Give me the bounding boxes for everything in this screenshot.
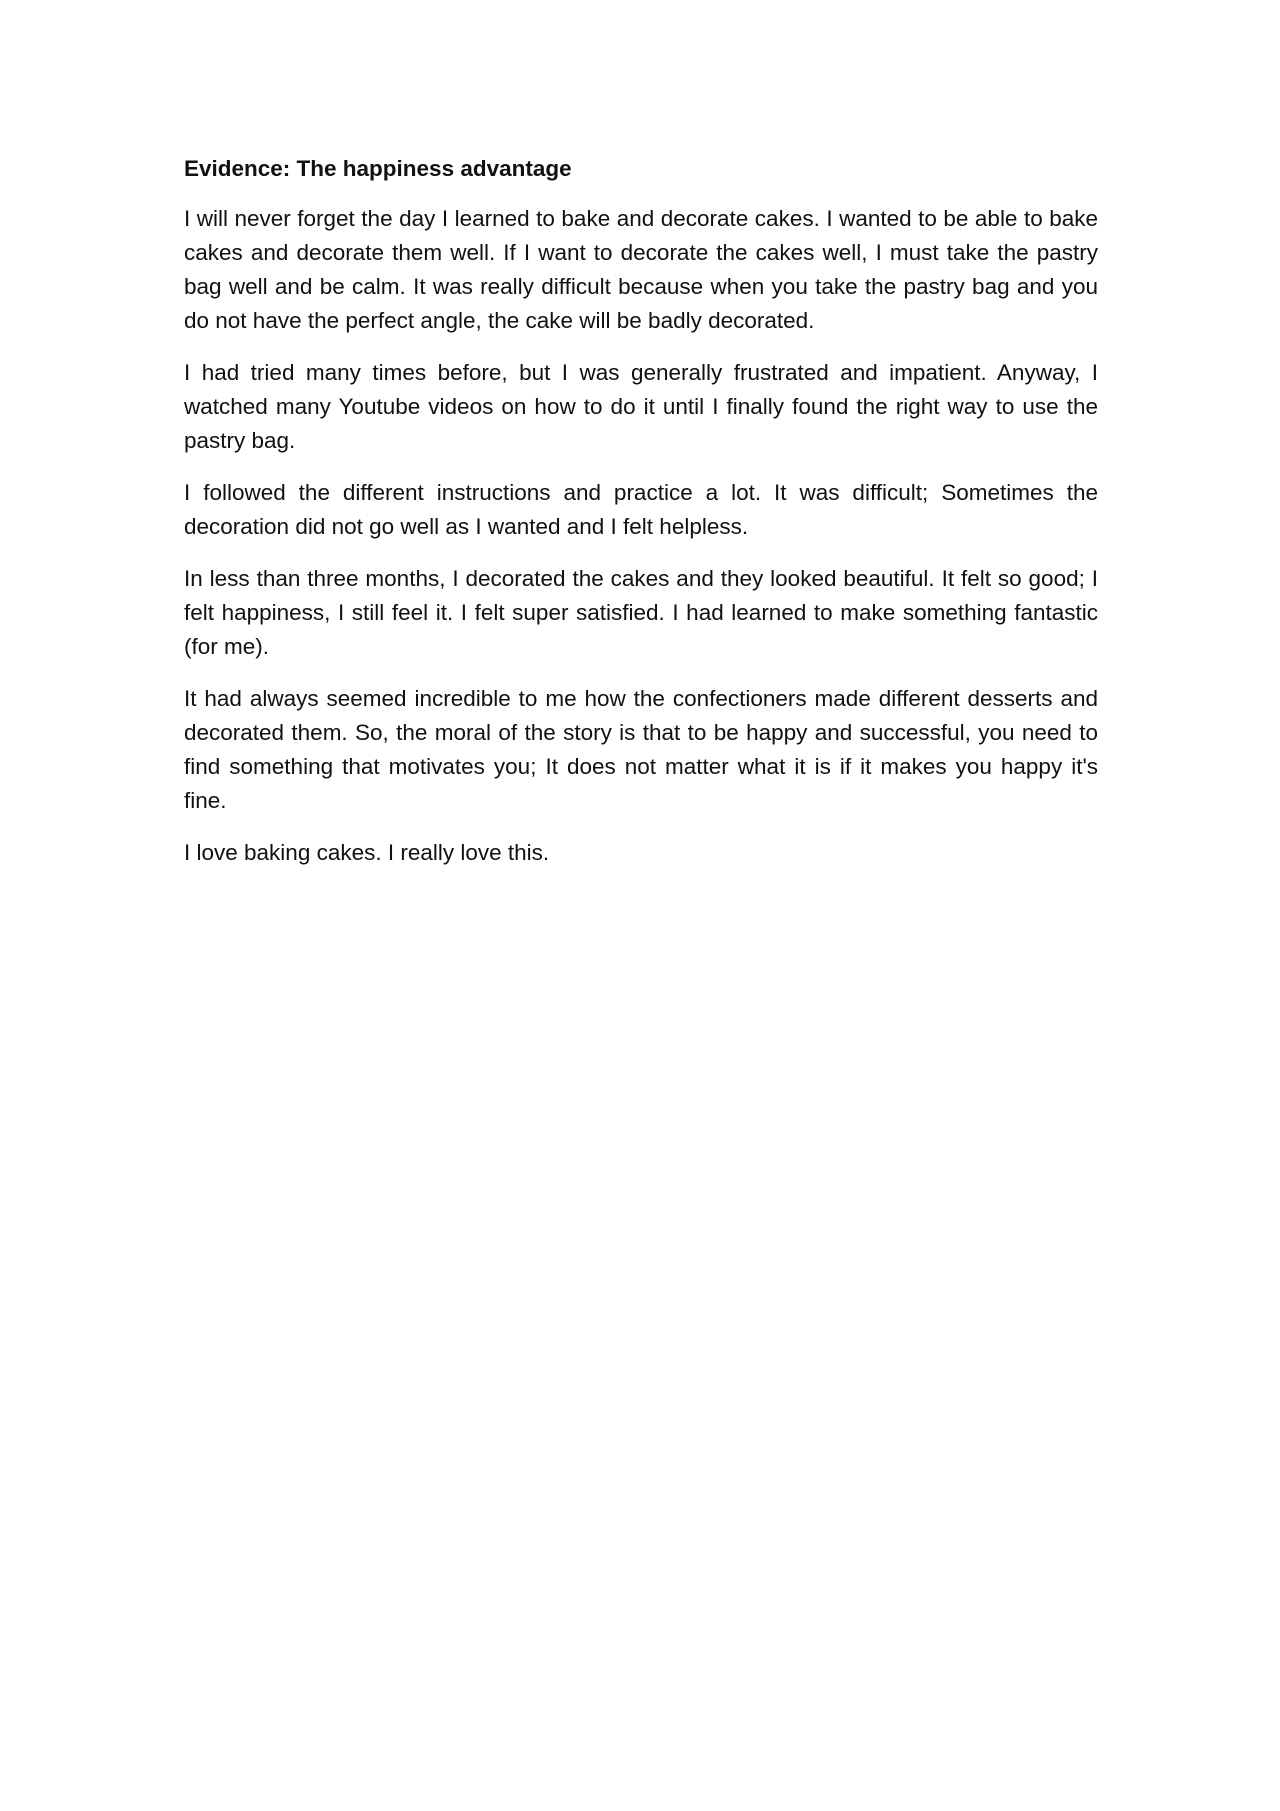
paragraph-3: I followed the different instructions and practice a lot. It was difficult; Sometimes the decoration did not go well as I wanted and I felt helpless.	[184, 480, 1098, 539]
paragraph-2: I had tried many times before, but I was generally frustrated and impatient. Anyway, I watched many Youtube videos on how to do it until I finally found the right way to use the pastry bag.	[184, 360, 1098, 453]
paragraph-5: It had always seemed incredible to me how the confectioners made different desserts and decorated them. So, the moral of the story is that to be happy and successful, you need to find something that motivates you; It does not matter what it is if it makes you happy it's fine.	[184, 686, 1098, 813]
paragraph-6: I love baking cakes. I really love this.	[184, 840, 550, 865]
paragraph-1: I will never forget the day I learned to bake and decorate cakes. I wanted to be able to bake cakes and decorate them well. If I want to decorate the cakes well, I must take the pastry bag well and be calm. It was really difficult because when you take the pastry bag and you do not have the perfect angle, the cake will be badly decorated.	[184, 206, 1098, 333]
document-title: Evidence: The happiness advantage	[184, 156, 572, 181]
document-body	[184, 152, 1098, 888]
paragraph-4: In less than three months, I decorated the cakes and they looked beautiful. It felt so good; I felt happiness, I still feel it. I felt super satisfied. I had learned to make something fantastic (for me).	[184, 566, 1098, 659]
